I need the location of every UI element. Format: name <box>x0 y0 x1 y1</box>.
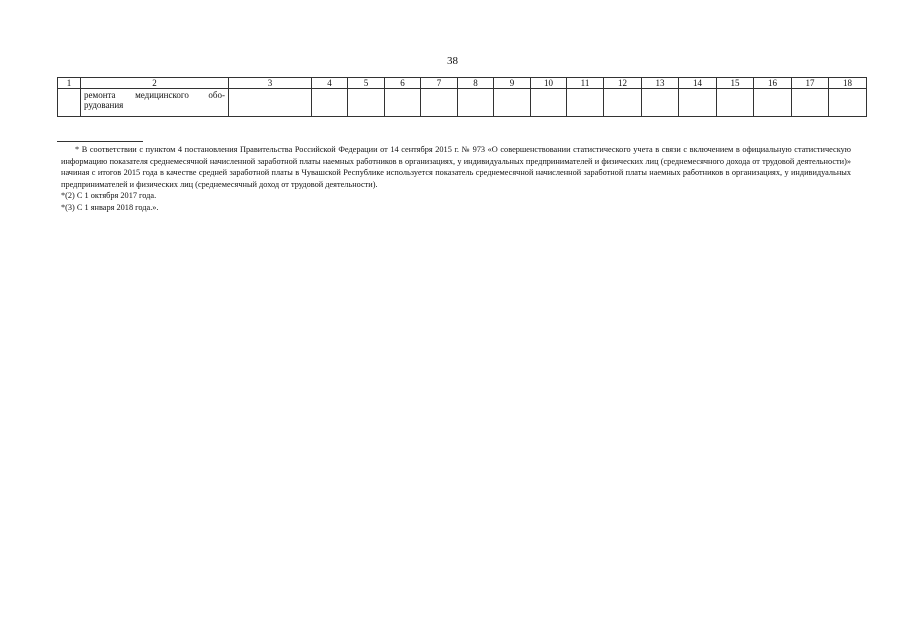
footnote-separator <box>57 141 143 142</box>
footnote-main: * В соответствии с пунктом 4 постановления Правительства Российской Федерации от 14 сентября 2015 г. № 973 «О совершенствовании статистического учета в связи с включением в официальную статистическую информацию показателя среднемесячной начисленной заработной платы наемных работников в организациях, у индивидуальных предпринимателей и физических лиц (среднемесячного дохода от трудовой деятельности)» начиная с итогов 2015 года в качестве средней заработной платы в Чувашской Республике используется показатель среднемесячной начисленной заработной платы наемных работников в организациях, у индивидуальных предпринимателей и физических лиц (среднемесячный доход от трудовой деятельности). <box>61 145 851 189</box>
column-number: 6 <box>385 78 421 89</box>
column-number: 5 <box>348 78 385 89</box>
data-table <box>57 77 867 117</box>
footnotes <box>61 144 851 214</box>
table-cell <box>604 89 642 117</box>
row-description-cell: ремонта медицинского оборудования <box>81 89 229 117</box>
table-cell <box>229 89 312 117</box>
footnote-3: *(3) С 1 января 2018 года.». <box>61 202 159 212</box>
table-cell <box>531 89 567 117</box>
column-number: 4 <box>312 78 348 89</box>
column-number: 16 <box>754 78 792 89</box>
column-number: 18 <box>829 78 867 89</box>
page-number: 38 <box>447 55 458 67</box>
table-cell <box>717 89 754 117</box>
column-number: 10 <box>531 78 567 89</box>
table-cell <box>58 89 81 117</box>
column-number: 14 <box>679 78 717 89</box>
column-number: 9 <box>494 78 531 89</box>
footnote-2: *(2) С 1 октября 2017 года. <box>61 191 157 201</box>
column-number: 8 <box>458 78 494 89</box>
column-number: 3 <box>229 78 312 89</box>
table-cell <box>829 89 867 117</box>
table-cell <box>754 89 792 117</box>
table-cell <box>312 89 348 117</box>
column-number: 2 <box>81 78 229 89</box>
table-cell <box>421 89 458 117</box>
table-row <box>58 89 867 117</box>
column-number: 15 <box>717 78 754 89</box>
table-cell <box>458 89 494 117</box>
table-header-row <box>58 78 867 89</box>
column-number: 12 <box>604 78 642 89</box>
table-cell <box>792 89 829 117</box>
column-number: 17 <box>792 78 829 89</box>
table-cell <box>494 89 531 117</box>
column-number: 7 <box>421 78 458 89</box>
table-cell <box>348 89 385 117</box>
table-cell <box>567 89 604 117</box>
column-number: 11 <box>567 78 604 89</box>
column-number: 13 <box>642 78 679 89</box>
column-number: 1 <box>58 78 81 89</box>
table-cell <box>385 89 421 117</box>
table-cell <box>642 89 679 117</box>
table-cell <box>679 89 717 117</box>
